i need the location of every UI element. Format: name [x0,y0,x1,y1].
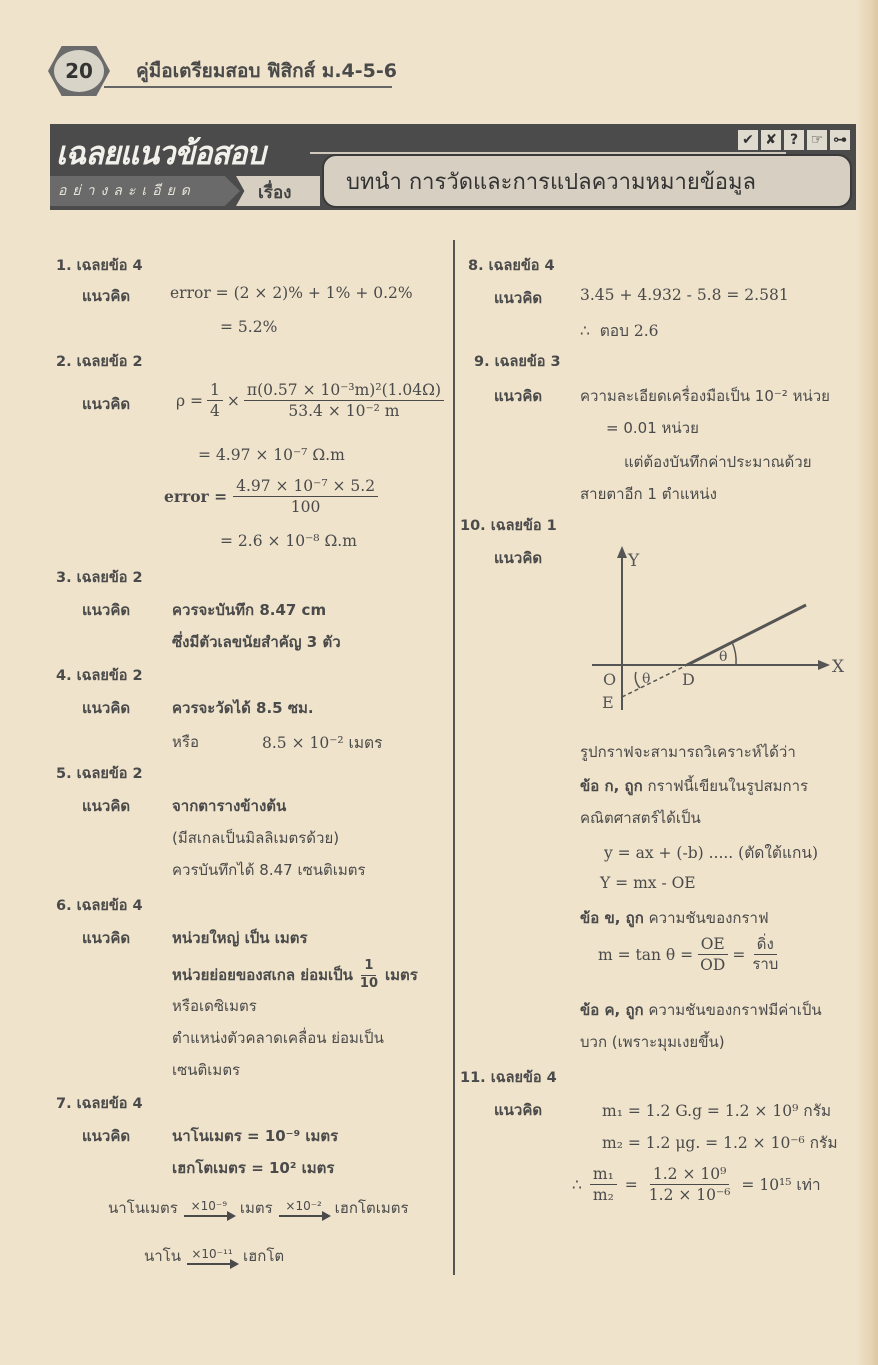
answer-5-heading: 5. เฉลยข้อ 2 [56,766,143,782]
answer-6-line: หรือเดซิเมตร [172,997,257,1015]
answer-6-line: ตำแหน่งตัวคลาดเคลื่อน ย่อมเป็น [172,1029,384,1047]
fraction: $\frac{\text{1.2 × 10⁹}}{\text{1.2 × 10⁻⁶}}$ [648,1165,731,1205]
svg-text:X: X [832,657,845,677]
answer-7-line: นาโนเมตร = 10⁻⁹ เมตร [172,1127,339,1145]
answer-10-line: ข้อ ข, ถูก ความชันของกราฟ [580,909,769,927]
banner-icon-strip [738,130,850,150]
answer-2-error-result: = 2.6 × 10⁻⁸ Ω.m [220,532,357,550]
answer-10-line: รูปกราฟจะสามารถวิเคราะห์ได้ว่า [580,743,796,761]
answer-9-line: ความละเอียดเครื่องมือเป็น 10⁻² หน่วย [580,387,830,405]
answer-9-line: สายตาอีก 1 ตำแหน่ง [580,485,717,503]
title-underline [104,86,392,88]
answer-4-line: ควรจะวัดได้ 8.5 ซม. [172,699,314,717]
cross-icon: ✘ [761,130,781,150]
answer-3-line: ซึ่งมีตัวเลขนัยสำคัญ 3 ตัว [172,633,341,651]
answer-9-heading: 9. เฉลยข้อ 3 [474,354,561,370]
svg-text:E: E [602,693,614,712]
answer-7-heading: 7. เฉลยข้อ 4 [56,1096,143,1112]
answer-9-line: = 0.01 หน่วย [606,419,699,437]
slope-formula: m = tan θ = $\frac{OE}{OD}$ = $\frac{\text{ดิ่ง}}{\text{ราบ}}$ [598,934,781,975]
answer-8-line: 3.45 + 4.932 - 5.8 = 2.581 [580,286,789,304]
question-icon: ? [784,130,804,150]
approach-label: แนวคิด [494,387,543,405]
answer-10-equation: Y = mx - OE [600,874,696,892]
answer-10-heading: 10. เฉลยข้อ 1 [460,518,557,534]
column-divider [453,240,455,1275]
answer-10-line: บวก (เพราะมุมเงยขึ้น) [580,1033,725,1051]
answer-10-line: ข้อ ค, ถูก ความชันของกราฟมีค่าเป็น [580,1001,822,1019]
answer-11-line: m₂ = 1.2 μg. = 1.2 × 10⁻⁶ กรัม [602,1134,838,1152]
fraction: $\frac{\text{4.97 × 10⁻⁷ × 5.2}}{100}$ [233,476,378,517]
page-number: 20 [54,50,104,92]
answer-2-heading: 2. เฉลยข้อ 2 [56,354,143,370]
fraction: $\frac{1}{10}$ [359,958,378,991]
check-icon: ✔ [738,130,758,150]
conversion-arrow-icon: ×10⁻¹¹ [187,1248,237,1265]
approach-label: แนวคิด [82,1127,131,1145]
answer-6-line: หน่วยย่อยของสเกล ย่อมเป็น $\frac{1}{10}$ เมตร [172,958,418,991]
unit-conversion-chain: นาโน ×10⁻¹¹ เฮกโต [144,1246,285,1265]
fraction: $\frac{OE}{OD}$ [697,934,728,975]
answer-6-heading: 6. เฉลยข้อ 4 [56,898,143,914]
fraction: $\frac{\text{m₁}}{\text{m₂}}$ [590,1164,617,1205]
page-number-badge [48,46,110,96]
answer-1-line: error = (2 × 2)% + 1% + 0.2% [170,284,413,302]
answer-10-equation: y = ax + (-b) ..... (ตัดใต้แกน) [604,844,818,862]
answer-2-result: = 4.97 × 10⁻⁷ Ω.m [198,446,345,464]
answer-4-line: 8.5 × 10⁻² เมตร [262,734,383,752]
approach-label: แนวคิด [82,287,131,305]
approach-label: แนวคิด [494,1101,543,1119]
answer-4-heading: 4. เฉลยข้อ 2 [56,668,143,684]
answer-4-line: หรือ [172,733,199,751]
banner-sub-title: อย่างละเอียด [58,183,196,199]
topic-label: เรื่อง [258,183,292,203]
fraction: $\frac{1}{4}$ [207,380,223,421]
answer-7-line: เฮกโตเมตร = 10² เมตร [172,1159,335,1177]
answer-1-line: = 5.2% [220,318,278,336]
answer-8-line: ∴ ตอบ 2.6 [580,322,659,340]
approach-label: แนวคิด [82,699,131,717]
answer-5-line: (มีสเกลเป็นมิลลิเมตรด้วย) [172,829,340,847]
answer-6-line: หน่วยใหญ่ เป็น เมตร [172,929,308,947]
fraction: $\frac{\text{π(0.57 × 10⁻³m)²(1.04Ω)}}{\text{53.4 × 10⁻² m}}$ [244,380,444,421]
answer-1-heading: 1. เฉลยข้อ 4 [56,258,143,274]
answer-11-heading: 11. เฉลยข้อ 4 [460,1070,557,1086]
answer-11-line: m₁ = 1.2 G.g = 1.2 × 10⁹ กรัม [602,1102,832,1120]
answer-3-heading: 3. เฉลยข้อ 2 [56,570,143,586]
book-title: คู่มือเตรียมสอบ ฟิสิกส์ ม.4-5-6 [136,60,397,82]
approach-label: แนวคิด [494,289,543,307]
approach-label: แนวคิด [82,797,131,815]
unit-conversion-chain: นาโนเมตร ×10⁻⁹ เมตร ×10⁻² เฮกโตเมตร [108,1198,409,1217]
approach-label: แนวคิด [82,929,131,947]
answer-3-line: ควรจะบันทึก 8.47 cm [172,601,327,619]
fraction: $\frac{\text{ดิ่ง}}{\text{ราบ}}$ [752,934,779,974]
mass-ratio-formula: ∴ $\frac{\text{m₁}}{\text{m₂}}$ = $\frac{\text{1.2 × 10⁹}}{\text{1.2 × 10⁻⁶}}$ = 10¹⁵ เท่า [572,1165,821,1205]
error-formula: error = $\frac{\text{4.97 × 10⁻⁷ × 5.2}}{100}$ [164,476,378,517]
answer-10-line: คณิตศาสตร์ได้เป็น [580,809,701,827]
approach-label: แนวคิด [494,549,543,567]
key-icon: ⊶ [830,130,850,150]
answer-8-heading: 8. เฉลยข้อ 4 [468,258,555,274]
answer-10-line: ข้อ ก, ถูก กราฟนี้เขียนในรูปสมการ [580,777,809,795]
hand-pointing-icon: ☞ [807,130,827,150]
conversion-arrow-icon: ×10⁻⁹ [184,1200,234,1217]
answer-9-line: แต่ต้องบันทึกค่าประมาณด้วย [624,453,812,471]
answer-6-line: เซนติเมตร [172,1061,241,1079]
resistivity-formula: ρ = $\frac{1}{4}$ × $\frac{\text{π(0.57 × 10⁻³m)²(1.04Ω)}}{\text{53.4 × 10⁻² m}}$ [176,380,444,421]
answer-5-line: จากตารางข้างต้น [172,797,287,815]
approach-label: แนวคิด [82,601,131,619]
section-banner [50,124,856,210]
svg-text:θ: θ [642,671,651,687]
chapter-title: บทนำ การวัดและการแปลความหมายข้อมูล [346,170,756,195]
svg-text:Y: Y [628,551,640,571]
conversion-arrow-icon: ×10⁻² [279,1200,329,1217]
approach-label: แนวคิด [82,395,131,413]
banner-main-title: เฉลยแนวข้อสอบ [56,134,265,172]
answer-5-line: ควรบันทึกได้ 8.47 เซนติเมตร [172,861,366,879]
slope-graph-diagram [580,540,860,720]
svg-text:θ: θ [719,649,728,665]
svg-text:O: O [603,670,617,689]
svg-text:D: D [682,670,695,689]
